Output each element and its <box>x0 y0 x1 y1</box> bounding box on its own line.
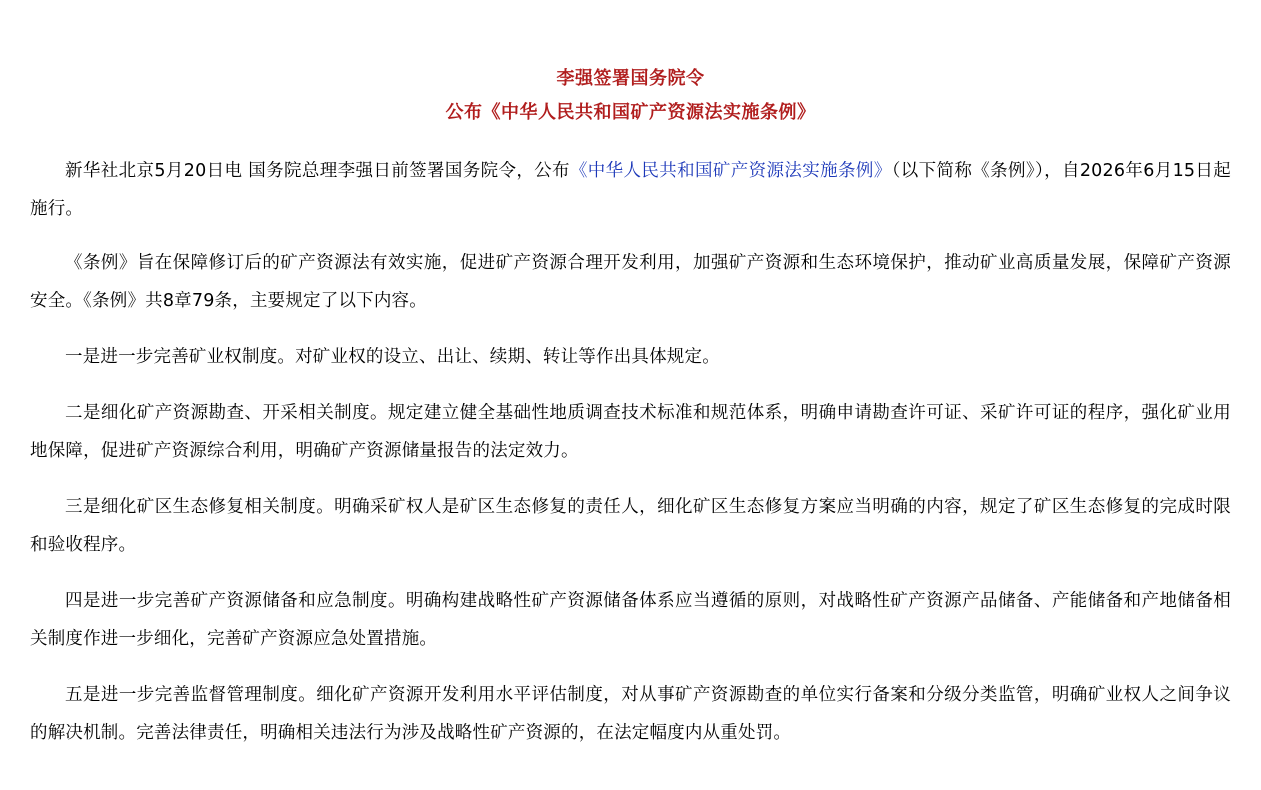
paragraph-point-4: 四是进一步完善矿产资源储备和应急制度。明确构建战略性矿产资源储备体系应当遵循的原则，对战略性矿产资源产品储备、产能储备和产地储备相关制度作进一步细化，完善矿产资源应急处置措施。 <box>30 591 1231 649</box>
intro-text-after: （以下简称《条例》），自2026年6月15日起施行。 <box>30 161 1231 219</box>
paragraph-point-1: 一是进一步完善矿业权制度。对矿业权的设立、出让、续期、转让等作出具体规定。 <box>65 347 720 367</box>
headline-line-1: 李强签署国务院令 <box>556 68 705 89</box>
paragraph-point-2: 二是细化矿产资源勘查、开采相关制度。规定建立健全基础性地质调查技术标准和规范体系，明确申请勘查许可证、采矿许可证的程序，强化矿业用地保障，促进矿产资源综合利用，明确矿产资源储量报告的法定效力。 <box>30 403 1231 461</box>
headline <box>30 0 1231 130</box>
paragraph-intro <box>30 152 1231 228</box>
headline-line-2: 公布《中华人民共和国矿产资源法实施条例》 <box>445 102 816 123</box>
article-body <box>30 152 1231 752</box>
paragraph-point-5: 五是进一步完善监督管理制度。细化矿产资源开发利用水平评估制度，对从事矿产资源勘查的单位实行备案和分级分类监管，明确矿业权人之间争议的解决机制。完善法律责任，明确相关违法行为涉及战略性矿产资源的，在法定幅度内从重处罚。 <box>30 685 1231 743</box>
paragraph-purpose: 《条例》旨在保障修订后的矿产资源法有效实施，促进矿产资源合理开发利用，加强矿产资源和生态环境保护，推动矿业高质量发展，保障矿产资源安全。《条例》共8章79条，主要规定了以下内容。 <box>30 253 1231 311</box>
paragraph-point-3: 三是细化矿区生态修复相关制度。明确采矿权人是矿区生态修复的责任人，细化矿区生态修复方案应当明确的内容，规定了矿区生态修复的完成时限和验收程序。 <box>30 497 1231 555</box>
intro-text-before: 新华社北京5月20日电 国务院总理李强日前签署国务院令，公布 <box>65 161 570 181</box>
regulation-link[interactable]: 《中华人民共和国矿产资源法实施条例》 <box>569 161 892 181</box>
